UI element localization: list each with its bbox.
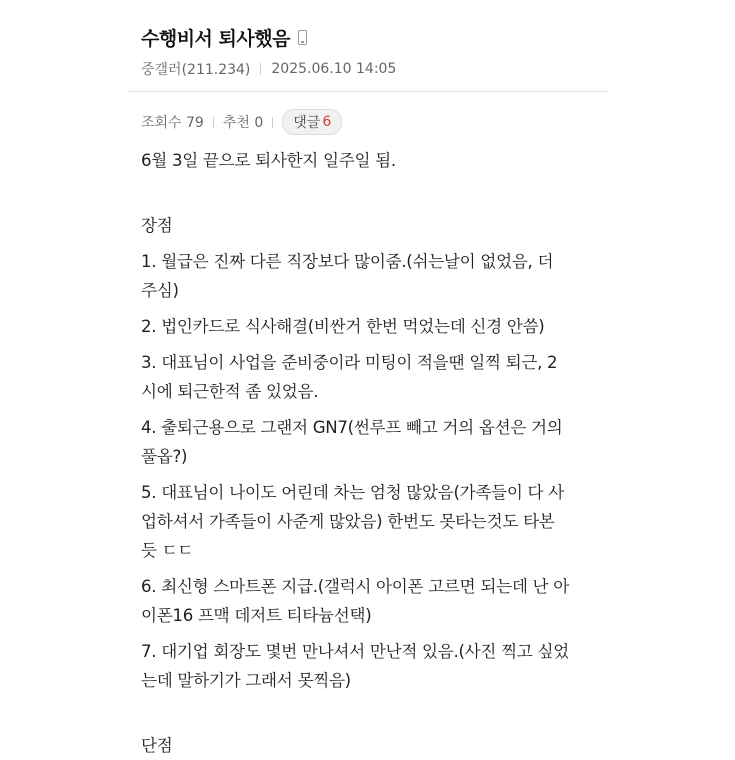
comments-label: 댓글: [293, 115, 321, 131]
intro-text: 6월 3일 끝으로 퇴사한지 일주일 됨.: [141, 151, 396, 170]
pros-item-3-line-1: 3. 대표님이 사업을 준비중이라 미팅이 적을땐 일찍 퇴근, 2: [141, 353, 558, 372]
meta-divider: [260, 63, 261, 75]
post-title: 수행비서 퇴사했음: [141, 28, 290, 50]
pros-item-5-line-3: 듯 ㄷㄷ: [141, 541, 194, 560]
author-name[interactable]: 중갤러(211.234): [141, 62, 251, 78]
likes-count: 추천 0: [222, 115, 264, 131]
post-header: [141, 24, 307, 51]
mobile-phone-icon: [298, 30, 307, 45]
pros-item-6-line-1: 6. 최신형 스마트폰 지급.(갤럭시 아이폰 고르면 되는데 난 아: [141, 577, 569, 596]
pros-heading: 장점: [141, 216, 173, 235]
comments-count: 6: [322, 114, 332, 130]
pros-item-2-line-1: 2. 법인카드로 식사해결(비싼거 한번 먹었는데 신경 안씀): [141, 317, 545, 336]
pros-item-4-line-2: 풀옵?): [141, 447, 188, 466]
views-count: 조회수 79: [141, 115, 204, 131]
pros-item-1-line-2: 주심): [141, 281, 179, 300]
post-meta: [141, 59, 396, 79]
pros-item-7-line-2: 는데 말하기가 그래서 못찍음): [141, 671, 351, 690]
comments-button[interactable]: [282, 109, 342, 135]
header-divider: [127, 91, 608, 92]
pros-item-4-line-1: 4. 출퇴근용으로 그랜저 GN7(썬루프 빼고 거의 옵션은 거의: [141, 418, 563, 437]
pros-item-7-line-1: 7. 대기업 회장도 몇번 만나셔서 만난적 있음.(사진 찍고 싶었: [141, 642, 569, 661]
post-date: 2025.06.10 14:05: [271, 61, 397, 77]
post-body: [141, 146, 596, 760]
pros-item-6-line-2: 이폰16 프맥 데저트 티타늄선택): [141, 606, 372, 625]
pros-item-3-line-2: 시에 퇴근한적 좀 있었음.: [141, 382, 319, 401]
post-stats: [141, 109, 342, 135]
pros-item-1-line-1: 1. 월급은 진짜 다른 직장보다 많이줌.(쉬는날이 없었음, 더: [141, 252, 554, 271]
cons-heading: 단점: [141, 736, 173, 755]
pros-item-5-line-2: 업하셔서 가족들이 사준게 많았음) 한번도 못타는것도 타본: [141, 512, 555, 531]
stats-divider: [213, 117, 214, 128]
pros-item-5-line-1: 5. 대표님이 나이도 어린데 차는 엄청 많았음(가족들이 다 사: [141, 483, 564, 502]
stats-divider: [272, 117, 273, 128]
